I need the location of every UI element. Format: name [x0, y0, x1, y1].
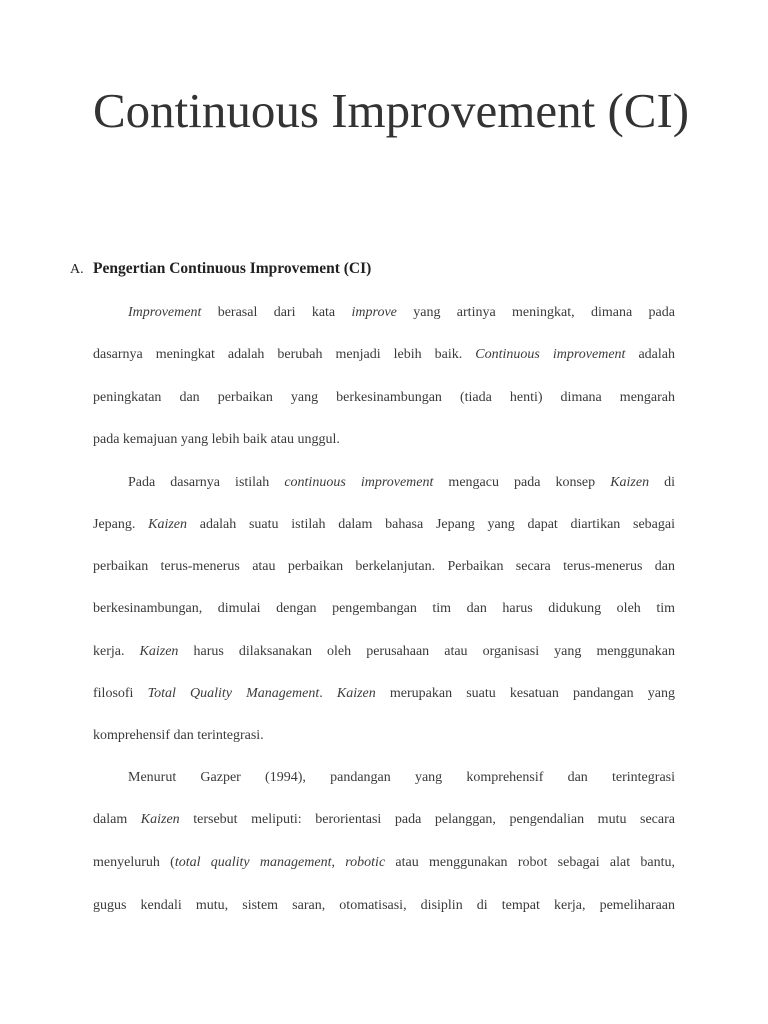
text-run: Pada dasarnya istilah — [128, 475, 285, 490]
paragraph-line — [93, 346, 675, 364]
italic-term: Improvement — [128, 305, 202, 320]
text-run: atau menggunakan robot sebagai alat bantu, — [385, 855, 675, 870]
document-title: Continuous Improvement (CI) — [93, 83, 690, 138]
paragraph-line — [93, 431, 675, 449]
italic-term: robotic — [345, 855, 386, 870]
text-run: dasarnya meningkat adalah berubah menjadi lebih baik. — [93, 347, 476, 362]
text-run: Menurut Gazper (1994), pandangan yang komprehensif dan terintegrasi — [128, 770, 675, 785]
italic-term: continuous improvement — [284, 475, 434, 490]
text-run: berasal dari kata — [201, 305, 352, 320]
paragraph-line — [93, 643, 675, 661]
text-run: , — [331, 855, 346, 870]
text-run: menyeluruh ( — [93, 855, 175, 870]
text-run: komprehensif dan terintegrasi. — [93, 728, 264, 743]
italic-term: Kaizen — [148, 517, 187, 532]
section-letter: A. — [70, 262, 84, 277]
paragraph-line — [93, 897, 675, 915]
italic-term: Kaizen — [336, 686, 376, 701]
italic-term: Total Quality Management — [147, 686, 320, 701]
text-run: perbaikan terus-menerus atau perbaikan berkelanjutan. Perbaikan secara terus-menerus dan — [93, 559, 675, 574]
paragraph-line — [93, 600, 675, 618]
text-run: mengacu pada konsep — [433, 475, 611, 490]
text-run: kerja. — [93, 644, 140, 659]
paragraph-line — [128, 769, 675, 787]
text-run: gugus kendali mutu, sistem saran, otomatisasi, disiplin di tempat kerja, pemeliharaan — [93, 898, 675, 913]
paragraph-line — [128, 474, 675, 492]
paragraph-line — [93, 854, 675, 872]
text-run: yang artinya meningkat, dimana pada — [396, 305, 675, 320]
italic-term: Continuous improvement — [475, 347, 626, 362]
paragraph-line — [93, 516, 675, 534]
italic-term: Kaizen — [139, 644, 179, 659]
text-run: peningkatan dan perbaikan yang berkesinambungan (tiada henti) dimana mengarah — [93, 390, 675, 405]
text-run: tersebut meliputi: berorientasi pada pelanggan, pengendalian mutu secara — [179, 812, 675, 827]
paragraph-line — [128, 304, 675, 322]
text-run: Jepang. — [93, 517, 149, 532]
italic-term: total quality management — [174, 855, 332, 870]
text-run: merupakan suatu kesatuan pandangan yang — [375, 686, 675, 701]
paragraph-line — [93, 389, 675, 407]
text-run: di — [649, 475, 676, 490]
text-run: berkesinambungan, dimulai dengan pengembangan tim dan harus didukung oleh tim — [93, 601, 675, 616]
text-run: adalah — [625, 347, 676, 362]
paragraph-line — [93, 811, 675, 829]
paragraph-line — [93, 558, 675, 576]
paragraph-line — [93, 727, 675, 745]
section-heading-text: Pengertian Continuous Improvement (CI) — [93, 260, 372, 277]
text-run: filosofi — [93, 686, 148, 701]
text-run: harus dilaksanakan oleh perusahaan atau organisasi yang menggunakan — [178, 644, 675, 659]
text-run: . — [319, 686, 337, 701]
paragraph-line — [93, 685, 675, 703]
section-heading — [70, 260, 371, 278]
italic-term: Kaizen — [610, 475, 650, 490]
text-run: adalah suatu istilah dalam bahasa Jepang yang dapat diartikan sebagai — [187, 517, 675, 532]
text-run: dalam — [93, 812, 141, 827]
text-run: pada kemajuan yang lebih baik atau unggul. — [93, 432, 340, 447]
italic-term: improve — [351, 305, 397, 320]
italic-term: Kaizen — [140, 812, 180, 827]
